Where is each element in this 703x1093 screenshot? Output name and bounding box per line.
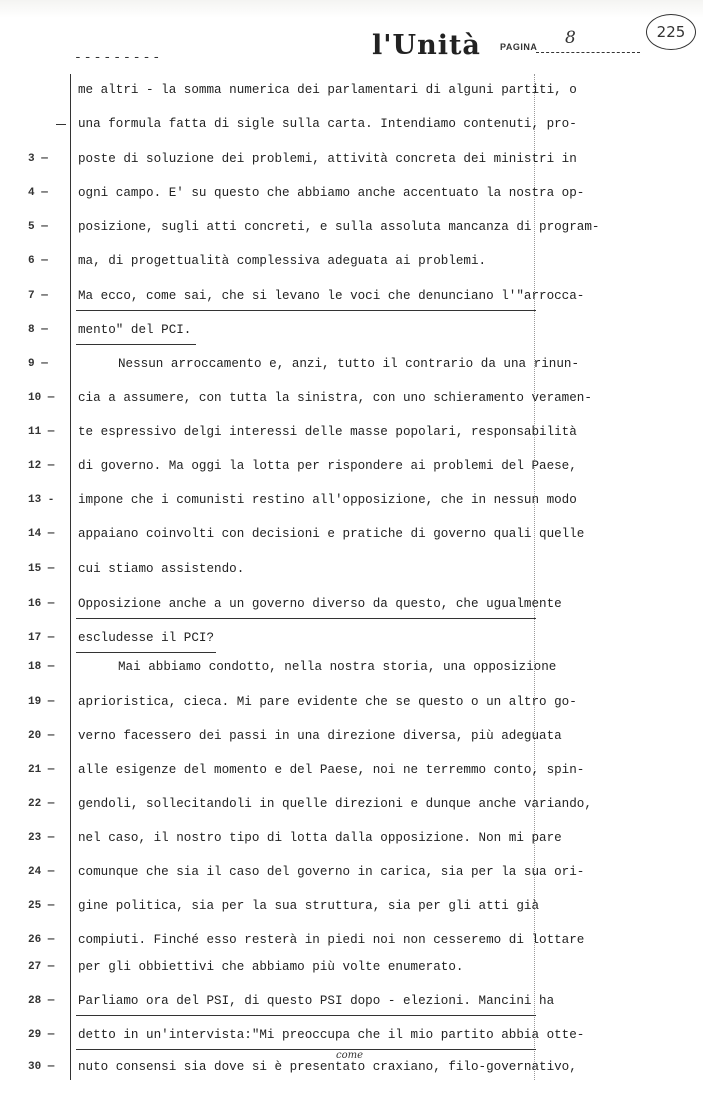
line-text: ma, di progettualità complessiva adeguata ai problemi. [78,254,487,268]
line-row [0,116,703,150]
line-text: cia a assumere, con tutta la sinistra, con uno schieramento veramen- [78,391,592,405]
line-number: 29 — [28,1029,55,1041]
line-number: 5 — [28,221,48,233]
line-text: appaiano coinvolti con decisioni e pratiche di governo quali quelle [78,527,585,541]
line-number: 9 — [28,358,48,370]
line-number: 12 — [28,460,55,472]
line-number: 26 — [28,934,55,946]
line-number: 13 - [28,494,55,506]
line-text: te espressivo delgi interessi delle masse popolari, responsabilità [78,425,577,439]
line-row [0,492,703,526]
line-text: escludesse il PCI? [78,631,215,645]
line-number: 11 — [28,426,55,438]
line-text: Opposizione anche a un governo diverso da questo, che ugualmente [78,597,562,611]
text-underline [76,1015,536,1016]
handwritten-annotation: come [336,1050,364,1061]
line-row [0,356,703,390]
line-row [0,219,703,253]
line-text: Mai abbiamo condotto, nella nostra storia, una opposizione [118,660,557,674]
line-row [0,993,703,1027]
line-number: 6 — [28,255,48,267]
line-tick [56,124,66,125]
line-text: compiuti. Finché esso resterà in piedi noi non cesseremo di lottare [78,933,585,947]
line-text: aprioristica, cieca. Mi pare evidente che se questo o un altro go- [78,695,577,709]
line-number: 20 — [28,730,55,742]
line-number: 23 — [28,832,55,844]
line-number: 27 — [28,961,55,973]
line-row [0,82,703,116]
line-row [0,830,703,864]
line-number: 24 — [28,866,55,878]
masthead-lunita: l'Unità [372,30,481,61]
line-text: per gli obbiettivi che abbiamo più volte enumerato. [78,960,464,974]
line-text: comunque che sia il caso del governo in carica, sia per la sua ori- [78,865,585,879]
line-text: di governo. Ma oggi la lotta per rispondere ai problemi del Paese, [78,459,577,473]
line-text: gine politica, sia per la sua struttura, sia per gli atti già [78,899,540,913]
pagina-value: 8 [565,28,576,48]
page-stamp: 225 [646,14,696,50]
line-text: ogni campo. E' su questo che abbiamo anche accentuato la nostra op- [78,186,585,200]
line-row [0,796,703,830]
text-underline [76,652,216,653]
line-row [0,424,703,458]
line-row [0,728,703,762]
line-number: 8 — [28,324,48,336]
text-underline [76,344,196,345]
line-text: Ma ecco, come sai, che si levano le voci che denunciano l'"arrocca- [78,289,585,303]
line-text: poste di soluzione dei problemi, attività concreta dei ministri in [78,152,577,166]
line-row [0,561,703,595]
line-row [0,185,703,219]
line-text: gendoli, sollecitandoli in quelle direzioni e dunque anche variando, [78,797,592,811]
line-number: 14 — [28,528,55,540]
line-number: 19 — [28,696,55,708]
line-row [0,864,703,898]
line-text: nel caso, il nostro tipo di lotta dalla opposizione. Non mi pare [78,831,562,845]
line-row [0,288,703,322]
text-underline [76,618,536,619]
line-number: 4 — [28,187,48,199]
line-text: una formula fatta di sigle sulla carta. Intendiamo contenuti, pro- [78,117,577,131]
line-row [0,390,703,424]
line-row [0,898,703,932]
line-text: posizione, sugli atti concreti, e sulla assoluta mancanza di program- [78,220,600,234]
line-row [0,322,703,356]
line-row [0,1059,703,1093]
line-text: nuto consensi sia dove si è presentato craxiano, filo-governativo, [78,1060,577,1074]
line-text: alle esigenze del momento e del Paese, noi ne terremmo conto, spin- [78,763,585,777]
line-row [0,762,703,796]
line-text: verno facessero dei passi in una direzione diversa, più adeguata [78,729,562,743]
line-number: 17 — [28,632,55,644]
line-number: 15 — [28,563,55,575]
line-text: mento" del PCI. [78,323,192,337]
line-number: 21 — [28,764,55,776]
line-row [0,526,703,560]
line-number: 16 — [28,598,55,610]
text-underline [76,310,536,311]
line-row [0,253,703,287]
line-number: 28 — [28,995,55,1007]
line-text: impone che i comunisti restino all'opposizione, che in nessun modo [78,493,577,507]
line-number: 25 — [28,900,55,912]
line-row [0,659,703,693]
line-number: 18 — [28,661,55,673]
pagina-label: PAGINA [500,42,538,52]
line-text: cui stiamo assistendo. [78,562,245,576]
line-text: me altri - la somma numerica dei parlamentari di alguni partiti, o [78,83,577,97]
line-row [0,596,703,630]
line-row [0,694,703,728]
line-number: 30 — [28,1061,55,1073]
line-row [0,151,703,185]
line-text: Nessun arroccamento e, anzi, tutto il contrario da una rinun- [118,357,580,371]
line-number: 10 — [28,392,55,404]
header-dashes: --------- [74,50,163,65]
line-number: 22 — [28,798,55,810]
line-row [0,959,703,993]
text-underline [76,1049,536,1050]
line-row [0,458,703,492]
line-number: 7 — [28,290,48,302]
line-text: Parliamo ora del PSI, di questo PSI dopo - elezioni. Mancini ha [78,994,555,1008]
line-text: detto in un'intervista:"Mi preoccupa che il mio partito abbia otte- [78,1028,585,1042]
pagina-field [536,34,640,53]
line-number: 3 — [28,153,48,165]
